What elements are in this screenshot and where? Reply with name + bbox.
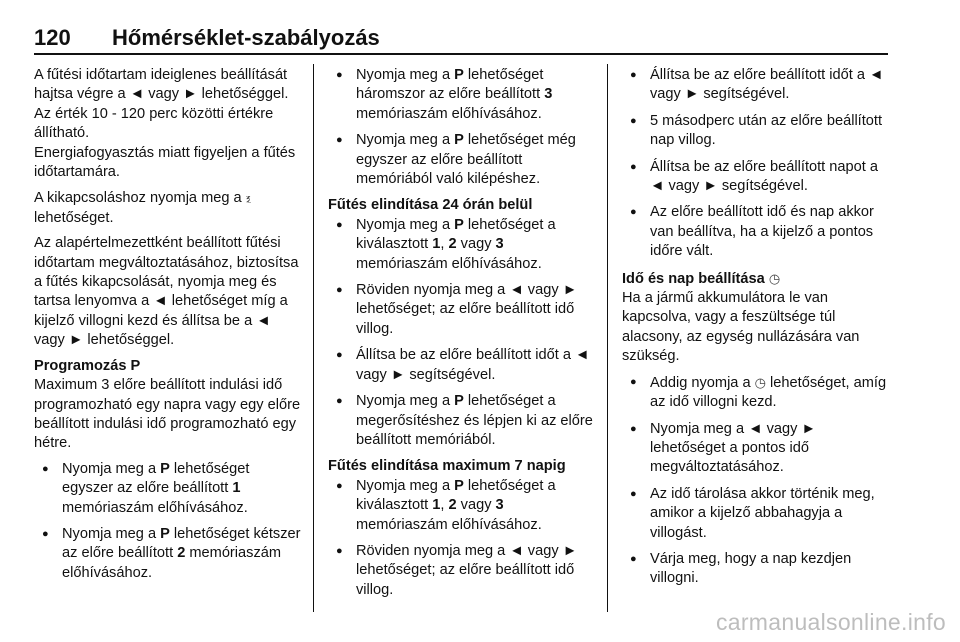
list-item: ● Nyomja meg a P lehetőséget egyszer az előre beállított 1 memóriaszám előhívásához. <box>34 460 302 518</box>
list-item: ● Állítsa be az előre beállított napot a ◄ vagy ► segítségével. <box>622 158 890 197</box>
list-item: ● Nyomja meg a P lehetőséget háromszor az előre beállított 3 memóriaszám előhívásához. <box>328 66 596 124</box>
paragraph: Az alapértelmezettként beállított fűtési időtartam megváltoztatásához, biztosítsa a fűtés kikapcsolását, nyomja meg és tartsa lenyomva a ◄ lehetőséget míg a kijelző villogni kezd és állítsa be a ◄ vagy ► lehetőséggel. <box>34 235 299 349</box>
paragraph: A fűtési időtartam ideiglenes beállítását hajtsa végre a ◄ vagy ► lehetőséggel. Az érték 10 - 120 perc közötti értékre állítható. Energiafogyasztás miatt figyeljen a fűtés időtartamára. <box>34 67 296 181</box>
section-heading: Fűtés elindítása maximum 7 napig <box>328 458 566 475</box>
section-heading: Programozás P <box>34 357 141 374</box>
header-rule <box>34 53 888 55</box>
list-item: ● Röviden nyomja meg a ◄ vagy ► lehetőséget; az előre beállított idő villog. <box>328 542 596 600</box>
list-item: ● Addig nyomja a ◷ lehetőséget, amíg az idő villogni kezd. <box>622 373 890 413</box>
bullet-list <box>622 373 890 589</box>
list-item: ● Nyomja meg a P lehetőséget a kiválasztott 1, 2 vagy 3 memóriaszám előhívásához. <box>328 477 596 535</box>
heating-symbol-icon: ⲝ <box>245 190 251 206</box>
watermark: carmanualsonline.info <box>715 609 946 635</box>
bullet-list <box>328 477 596 600</box>
page-number: 120 <box>34 25 71 50</box>
page-title: Hőmérséklet-szabályozás <box>112 25 380 50</box>
list-item: ● Nyomja meg a P lehetőséget kétszer az előre beállított 2 memóriaszám előhívásához. <box>34 525 302 583</box>
clock-icon: ◷ <box>754 374 766 390</box>
list-item: ● 5 másodperc után az előre beállított nap villog. <box>622 112 890 151</box>
list-item: ● Nyomja meg a P lehetőséget a kiválasztott 1, 2 vagy 3 memóriaszám előhívásához. <box>328 216 596 274</box>
bullet-list <box>328 216 596 450</box>
section-heading: Idő és nap beállítása ◷ <box>622 270 781 287</box>
column-1 <box>34 66 302 590</box>
section-heading: Fűtés elindítása 24 órán belül <box>328 197 533 214</box>
list-item: ● Nyomja meg a P lehetőséget még egyszer az előre beállított memóriából való kilépéshez. <box>328 131 596 189</box>
column-3 <box>622 66 890 596</box>
clock-icon: ◷ <box>768 270 781 286</box>
bullet-list <box>328 66 596 189</box>
list-item: ● Röviden nyomja meg a ◄ vagy ► lehetőséget; az előre beállított idő villog. <box>328 281 596 339</box>
list-item: ● Nyomja meg a ◄ vagy ► lehetőséget a pontos idő megváltoztatásához. <box>622 420 890 478</box>
bullet-list <box>34 460 302 583</box>
column-divider-1 <box>313 64 314 612</box>
list-item: ● Várja meg, hogy a nap kezdjen villogni. <box>622 550 890 589</box>
list-item: ● Az idő tárolása akkor történik meg, amikor a kijelző abbahagyja a villogást. <box>622 485 890 543</box>
column-divider-2 <box>607 64 608 612</box>
paragraph: A kikapcsoláshoz nyomja meg a ⲝ lehetőséget. <box>34 190 251 226</box>
list-item: ● Az előre beállított idő és nap akkor van beállítva, ha a kijelző a pontos időre vált. <box>622 203 890 261</box>
list-item: ● Nyomja meg a P lehetőséget a megerősítéshez és lépjen ki az előre beállított memóriából. <box>328 392 596 450</box>
paragraph: Ha a jármű akkumulátora le van kapcsolva, vagy a feszültsége túl alacsony, az egység nullázására van szükség. <box>622 290 860 365</box>
column-2 <box>328 66 596 607</box>
list-item: ● Állítsa be az előre beállított időt a ◄ vagy ► segítségével. <box>328 346 596 385</box>
bullet-list <box>622 66 890 262</box>
page-header <box>34 20 888 54</box>
paragraph: Maximum 3 előre beállított indulási idő programozható egy napra vagy egy előre beállított indulási idő programozható egy hétre. <box>34 377 301 452</box>
list-item: ● Állítsa be az előre beállított időt a ◄ vagy ► segítségével. <box>622 66 890 105</box>
